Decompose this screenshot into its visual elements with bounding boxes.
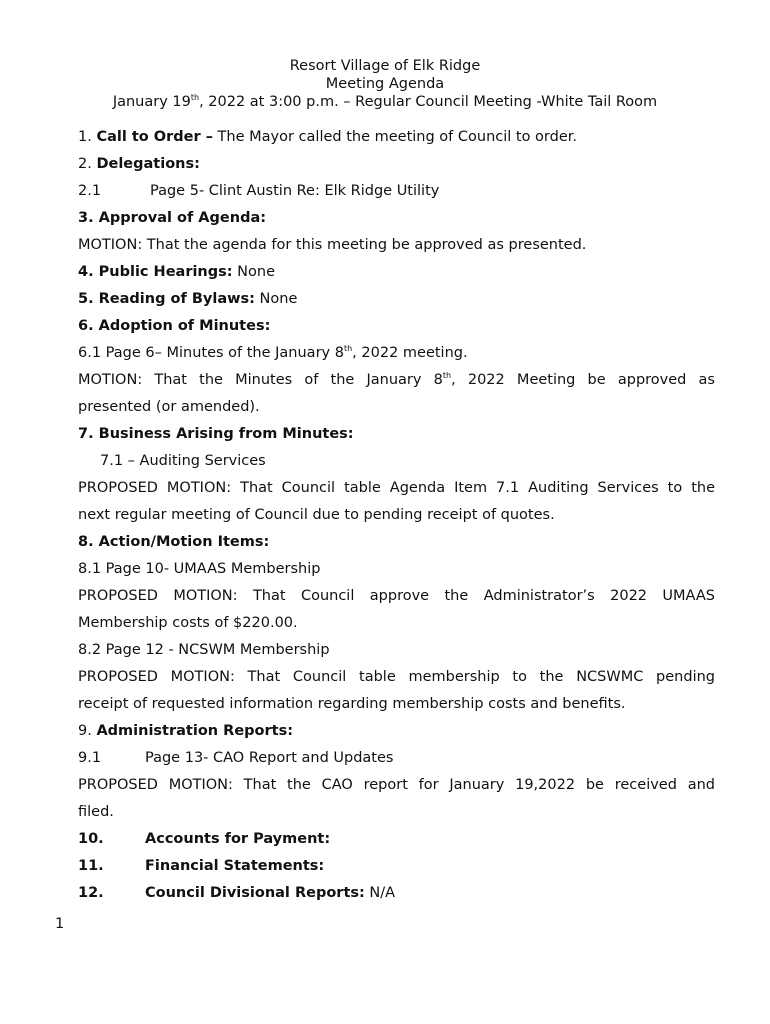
item-public-hearings: 4. Public Hearings: None xyxy=(78,264,276,280)
org-name: Resort Village of Elk Ridge xyxy=(289,58,481,74)
page-number: 1 xyxy=(55,916,65,932)
item-delegations: 2. Delegations: xyxy=(78,156,200,172)
motion-ncswm-line2: receipt of requested information regarding membership costs and benefits. xyxy=(78,696,626,712)
item-admin-reports: 9. Administration Reports: xyxy=(78,723,294,739)
motion-minutes-line1: MOTION: That the Minutes of the January 8th, 2022 Meeting be approved as xyxy=(78,371,715,388)
motion-minutes-line2: presented (or amended). xyxy=(78,399,260,415)
item-accounts-payment: 10. Accounts for Payment: xyxy=(78,831,331,847)
item-minutes-6-1: 6.1 Page 6– Minutes of the January 8th, 2022 meeting. xyxy=(78,344,468,361)
motion-auditing-line1: PROPOSED MOTION: That Council table Agenda Item 7.1 Auditing Services to the xyxy=(78,480,715,496)
motion-umaas-line1: PROPOSED MOTION: That Council approve the Administrator’s 2022 UMAAS xyxy=(78,588,715,604)
item-approval-agenda: 3. Approval of Agenda: xyxy=(78,210,267,226)
item-financial-statements: 11. Financial Statements: xyxy=(78,858,325,874)
item-delegation-2-1: 2.1 Page 5- Clint Austin Re: Elk Ridge Utility xyxy=(78,183,440,199)
motion-cao-line2: filed. xyxy=(78,804,114,820)
item-divisional-reports: 12. Council Divisional Reports: N/A xyxy=(78,885,396,901)
item-cao-9-1: 9.1 Page 13- CAO Report and Updates xyxy=(78,750,394,766)
motion-auditing-line2: next regular meeting of Council due to pending receipt of quotes. xyxy=(78,507,555,523)
item-auditing-7-1: 7.1 – Auditing Services xyxy=(100,453,266,469)
item-umaas-8-1: 8.1 Page 10- UMAAS Membership xyxy=(78,561,321,577)
item-action-motion: 8. Action/Motion Items: xyxy=(78,534,270,550)
doc-title: Meeting Agenda xyxy=(325,76,445,92)
motion-umaas-line2: Membership costs of $220.00. xyxy=(78,615,298,631)
item-business-arising: 7. Business Arising from Minutes: xyxy=(78,426,354,442)
item-adoption-minutes: 6. Adoption of Minutes: xyxy=(78,318,271,334)
motion-agenda: MOTION: That the agenda for this meeting be approved as presented. xyxy=(78,237,587,253)
item-call-to-order: 1. Call to Order – The Mayor called the meeting of Council to order. xyxy=(78,129,578,145)
meeting-info: January 19th, 2022 at 3:00 p.m. – Regular Council Meeting -White Tail Room xyxy=(112,93,658,110)
item-reading-bylaws: 5. Reading of Bylaws: None xyxy=(78,291,298,307)
motion-cao-line1: PROPOSED MOTION: That the CAO report for January 19,2022 be received and xyxy=(78,777,715,793)
motion-ncswm-line1: PROPOSED MOTION: That Council table membership to the NCSWMC pending xyxy=(78,669,715,685)
item-ncswm-8-2: 8.2 Page 12 - NCSWM Membership xyxy=(78,642,330,658)
